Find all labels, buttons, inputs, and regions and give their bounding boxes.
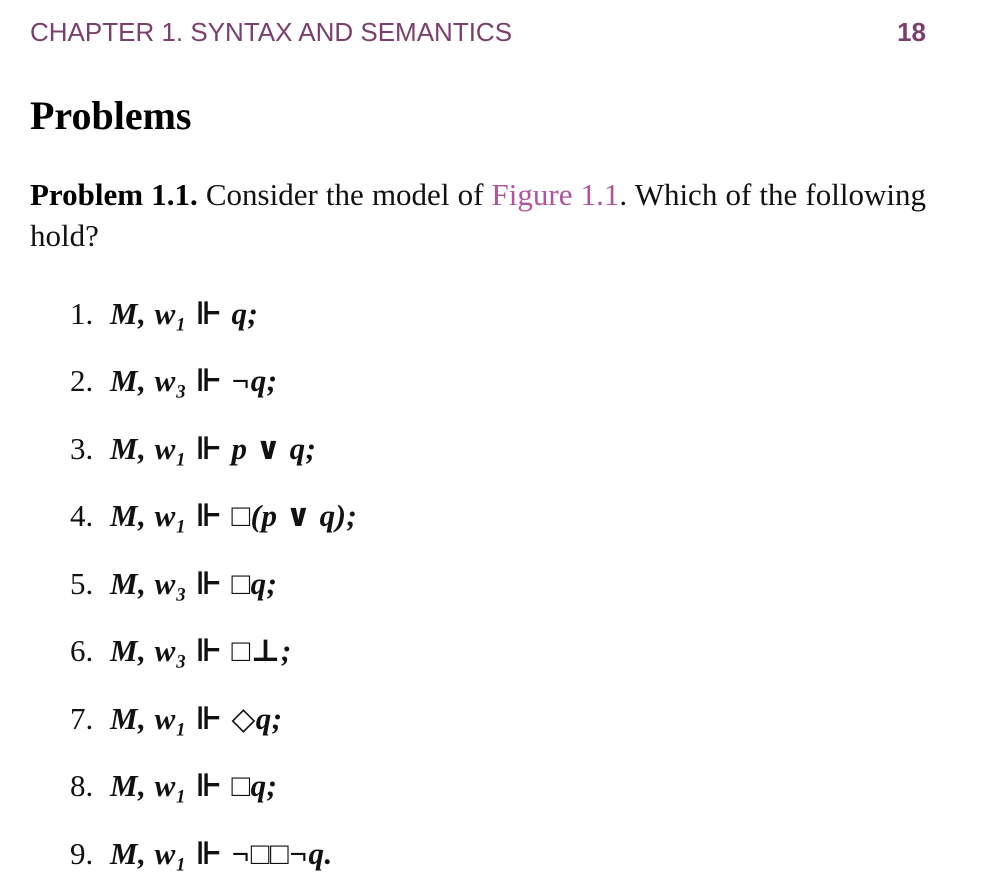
item-formula: M, w₁ ⊩ □q; [110, 768, 278, 804]
item-formula: M, w₃ ⊩ □⊥; [110, 633, 292, 669]
item-formula: M, w₁ ⊩ p ∨ q; [110, 430, 317, 466]
item-number: 3. [70, 430, 94, 466]
item-number: 1. [70, 295, 94, 331]
list-item [70, 618, 357, 686]
page-number: 18 [897, 16, 926, 47]
item-number: 7. [70, 700, 94, 736]
item-number: 9. [70, 835, 94, 871]
item-number: 5. [70, 565, 94, 601]
problem-item-list [70, 280, 357, 888]
item-number: 8. [70, 768, 94, 804]
item-formula: M, w₁ ⊩ □(p ∨ q); [110, 498, 358, 534]
item-formula: M, w₁ ⊩ ◇q; [110, 700, 283, 736]
problem-statement [30, 174, 926, 256]
item-formula: M, w₁ ⊩ q; [110, 295, 259, 331]
item-formula: M, w₁ ⊩ ¬□□¬q. [110, 835, 333, 871]
list-item [70, 348, 357, 416]
item-number: 4. [70, 498, 94, 534]
list-item [70, 415, 357, 483]
chapter-title: CHAPTER 1. SYNTAX AND SEMANTICS [30, 16, 513, 47]
list-item [70, 280, 357, 348]
item-formula: M, w₃ ⊩ □q; [110, 565, 278, 601]
item-formula: M, w₃ ⊩ ¬q; [110, 363, 278, 399]
figure-link[interactable]: Figure 1.1 [491, 177, 620, 212]
section-title: Problems [30, 93, 192, 138]
list-item [70, 820, 357, 888]
problem-text-before: Consider the model of [197, 177, 492, 212]
list-item [70, 550, 357, 618]
list-item [70, 753, 357, 821]
running-header [30, 14, 926, 50]
problem-label: Problem 1.1. [30, 177, 198, 212]
list-item [70, 685, 357, 753]
item-number: 6. [70, 633, 94, 669]
item-number: 2. [70, 363, 94, 399]
problem-text-after: . Which of the following hold? [30, 177, 926, 253]
list-item [70, 483, 357, 551]
